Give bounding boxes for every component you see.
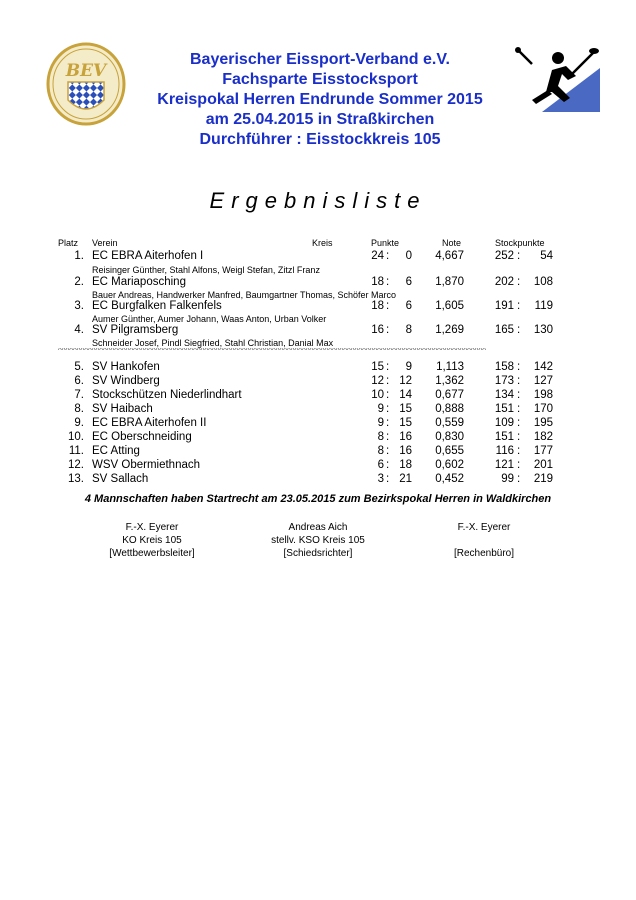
row-note: 0,655 [435,445,464,457]
row-stockpunkte-plus: 151 [494,403,514,415]
result-row [0,431,636,445]
row-stockpunkte-plus: 252 [494,250,514,262]
result-row [0,417,636,431]
row-platz: 2. [74,276,84,288]
row-stockpunkte-plus: 116 [495,445,514,457]
row-punkte-plus: 3 [377,473,384,485]
row-stockpunkte-plus: 191 [494,300,514,312]
row-stockpunkte-plus: 165 [494,324,514,336]
row-colon: : [386,300,390,312]
row-note: 4,667 [435,250,464,262]
row-colon: : [386,445,390,457]
signature-name: F.-X. Eyerer [125,522,179,533]
row-punkte-plus: 18 [371,300,384,312]
header-organization: Bayerischer Eissport-Verband e.V. [190,51,450,68]
row-stockpunkte-minus: 219 [533,473,553,485]
row-punkte-plus: 8 [377,445,384,457]
row-colon: : [386,250,390,262]
row-platz: 8. [74,403,84,415]
row-note: 1,269 [435,324,464,336]
row-verein: EC Mariaposching [92,276,186,288]
row-verein: Stockschützen Niederlindhart [92,389,242,401]
row-colon: : [517,417,521,429]
result-row [0,473,636,487]
row-verein: SV Windberg [92,375,160,387]
row-stockpunkte-minus: 119 [534,300,553,312]
row-members: Schneider Josef, Pindl Siegfried, Stahl Christian, Danial Max [92,338,334,348]
row-punkte-plus: 8 [377,431,384,443]
row-colon: : [517,250,521,262]
row-punkte-minus: 18 [399,459,412,471]
row-stockpunkte-plus: 99 [501,473,514,485]
row-note: 0,602 [435,459,464,471]
bev-logo [44,42,128,126]
row-colon: : [517,459,521,471]
row-note: 0,677 [435,389,464,401]
result-row [0,403,636,417]
column-header-kreis: Kreis [312,238,333,248]
signature-role: KO Kreis 105 [122,535,182,546]
result-row [0,300,636,314]
row-punkte-minus: 0 [405,250,412,262]
row-platz: 12. [68,459,84,471]
row-stockpunkte-plus: 109 [494,417,514,429]
row-colon: : [517,276,521,288]
row-colon: : [386,431,390,443]
row-punkte-minus: 14 [399,389,412,401]
row-platz: 6. [74,375,84,387]
column-header-platz: Platz [58,238,79,248]
result-row [0,445,636,459]
row-colon: : [386,324,390,336]
header-organizer: Durchführer : Eisstockkreis 105 [199,131,441,148]
row-stockpunkte-minus: 130 [533,324,553,336]
row-verein: EC Burgfalken Falkenfels [92,300,222,312]
row-stockpunkte-plus: 158 [494,361,514,373]
row-punkte-plus: 24 [371,250,384,262]
row-punkte-minus: 8 [405,324,412,336]
row-stockpunkte-minus: 108 [533,276,553,288]
row-note: 1,870 [435,276,464,288]
row-colon: : [386,389,390,401]
row-colon: : [517,324,521,336]
page-title: Ergebnisliste [209,188,427,213]
row-punkte-plus: 15 [371,361,384,373]
row-verein: SV Pilgramsberg [92,324,179,336]
signature-function: [Wettbewerbsleiter] [109,548,195,559]
row-punkte-minus: 6 [405,276,412,288]
row-stockpunkte-minus: 182 [533,431,553,443]
row-colon: : [386,473,390,485]
row-verein: EC Atting [92,445,140,457]
row-members: Aumer Günther, Aumer Johann, Waas Anton, Urban Volker [92,314,327,324]
row-note: 0,830 [435,431,464,443]
row-stockpunkte-plus: 173 [494,375,514,387]
row-punkte-plus: 9 [377,403,384,415]
row-stockpunkte-minus: 201 [533,459,553,471]
qualification-note: 4 Mannschaften haben Startrecht am 23.05.2015 zum Bezirkspokal Herren in Waldkirchen [84,493,552,505]
logo-text: BEV [65,61,107,81]
row-punkte-minus: 16 [399,445,412,457]
row-colon: : [517,445,521,457]
row-platz: 10. [68,431,84,443]
header-date-location: am 25.04.2015 in Straßkirchen [205,111,435,128]
header-division: Fachsparte Eisstocksport [222,71,418,88]
row-platz: 9. [74,417,84,429]
result-row [0,276,636,290]
result-row [0,459,636,473]
row-note: 1,113 [436,361,464,373]
row-colon: : [386,459,390,471]
row-verein: SV Sallach [92,473,149,485]
row-verein: SV Haibach [92,403,153,415]
row-stockpunkte-minus: 127 [533,375,553,387]
document-header [130,50,510,150]
header-event: Kreispokal Herren Endrunde Sommer 2015 [157,91,483,108]
row-verein: EC Oberschneiding [92,431,192,443]
row-punkte-minus: 21 [399,473,412,485]
row-members: Reisinger Günther, Stahl Alfons, Weigl Stefan, Zitzl Franz [92,265,320,275]
signature-role [394,534,574,547]
row-colon: : [517,300,521,312]
row-colon: : [386,417,390,429]
row-platz: 4. [74,324,84,336]
row-platz: 11. [68,445,84,457]
row-note: 0,559 [435,417,464,429]
row-note: 0,452 [435,473,464,485]
eisstock-player-icon [514,46,600,114]
row-punkte-plus: 6 [377,459,384,471]
row-punkte-minus: 6 [405,300,412,312]
row-verein: EC EBRA Aiterhofen II [92,417,207,429]
row-stockpunkte-minus: 177 [533,445,553,457]
column-header-punkte: Punkte [371,238,400,248]
row-punkte-plus: 9 [377,417,384,429]
row-colon: : [386,361,390,373]
row-colon: : [517,473,521,485]
row-verein: SV Hankofen [92,361,160,373]
signature-rechenbuero [394,521,574,560]
signature-wettbewerbsleiter [62,521,242,560]
result-row [0,250,636,264]
row-colon: : [517,375,521,387]
result-row [0,361,636,375]
row-verein: WSV Obermiethnach [92,459,201,471]
column-header-verein: Verein [92,238,118,248]
result-row [0,389,636,403]
row-stockpunkte-minus: 170 [533,403,553,415]
row-colon: : [517,431,521,443]
signature-function: [Schiedsrichter] [283,548,353,559]
column-header-stockpunkte: Stockpunkte [495,238,545,248]
row-stockpunkte-minus: 142 [533,361,553,373]
row-stockpunkte-plus: 134 [494,389,514,401]
row-stockpunkte-plus: 151 [494,431,514,443]
row-punkte-minus: 15 [399,403,412,415]
row-colon: : [517,389,521,401]
row-punkte-minus: 16 [399,431,412,443]
result-row [0,324,636,338]
row-note: 0,888 [435,403,464,415]
row-colon: : [386,276,390,288]
row-punkte-plus: 12 [371,375,384,387]
row-stockpunkte-minus: 198 [533,389,553,401]
row-platz: 7. [74,389,84,401]
row-punkte-minus: 9 [405,361,412,373]
row-punkte-plus: 10 [371,389,384,401]
signature-function: [Rechenbüro] [453,548,515,559]
row-members: Bauer Andreas, Handwerker Manfred, Baumgartner Thomas, Schöfer Marco [92,290,396,300]
row-punkte-minus: 12 [399,375,412,387]
row-colon: : [386,403,390,415]
row-platz: 3. [74,300,84,312]
signature-name: F.-X. Eyerer [457,522,511,533]
row-colon: : [386,375,390,387]
row-punkte-minus: 15 [399,417,412,429]
signature-role: stellv. KSO Kreis 105 [271,535,365,546]
row-verein: EC EBRA Aiterhofen I [92,250,204,262]
row-stockpunkte-minus: 54 [540,250,553,262]
row-note: 1,605 [435,300,464,312]
row-note: 1,362 [435,375,464,387]
row-punkte-plus: 18 [371,276,384,288]
column-header-note: Note [442,238,462,248]
row-punkte-plus: 16 [371,324,384,336]
row-colon: : [517,403,521,415]
signature-schiedsrichter [228,521,408,560]
row-stockpunkte-plus: 202 [494,276,514,288]
row-platz: 1. [74,250,84,262]
signature-name: Andreas Aich [288,522,348,533]
qualification-separator: ^^^^^^^^^^^^^^^^^^^^^^^^^^^^^^^^^^^^^^^^^^^^^^^^^^^^^^^^^^^^^^^^^^^^^^^^^^^^^^^^^^^^^^^^^^^^^^^^^^^^^^^^^^^^^^^^^^ [58,348,486,354]
row-colon: : [517,361,521,373]
row-stockpunkte-minus: 195 [533,417,553,429]
row-platz: 13. [68,473,84,485]
row-platz: 5. [74,361,84,373]
row-stockpunkte-plus: 121 [494,459,514,471]
result-row [0,375,636,389]
